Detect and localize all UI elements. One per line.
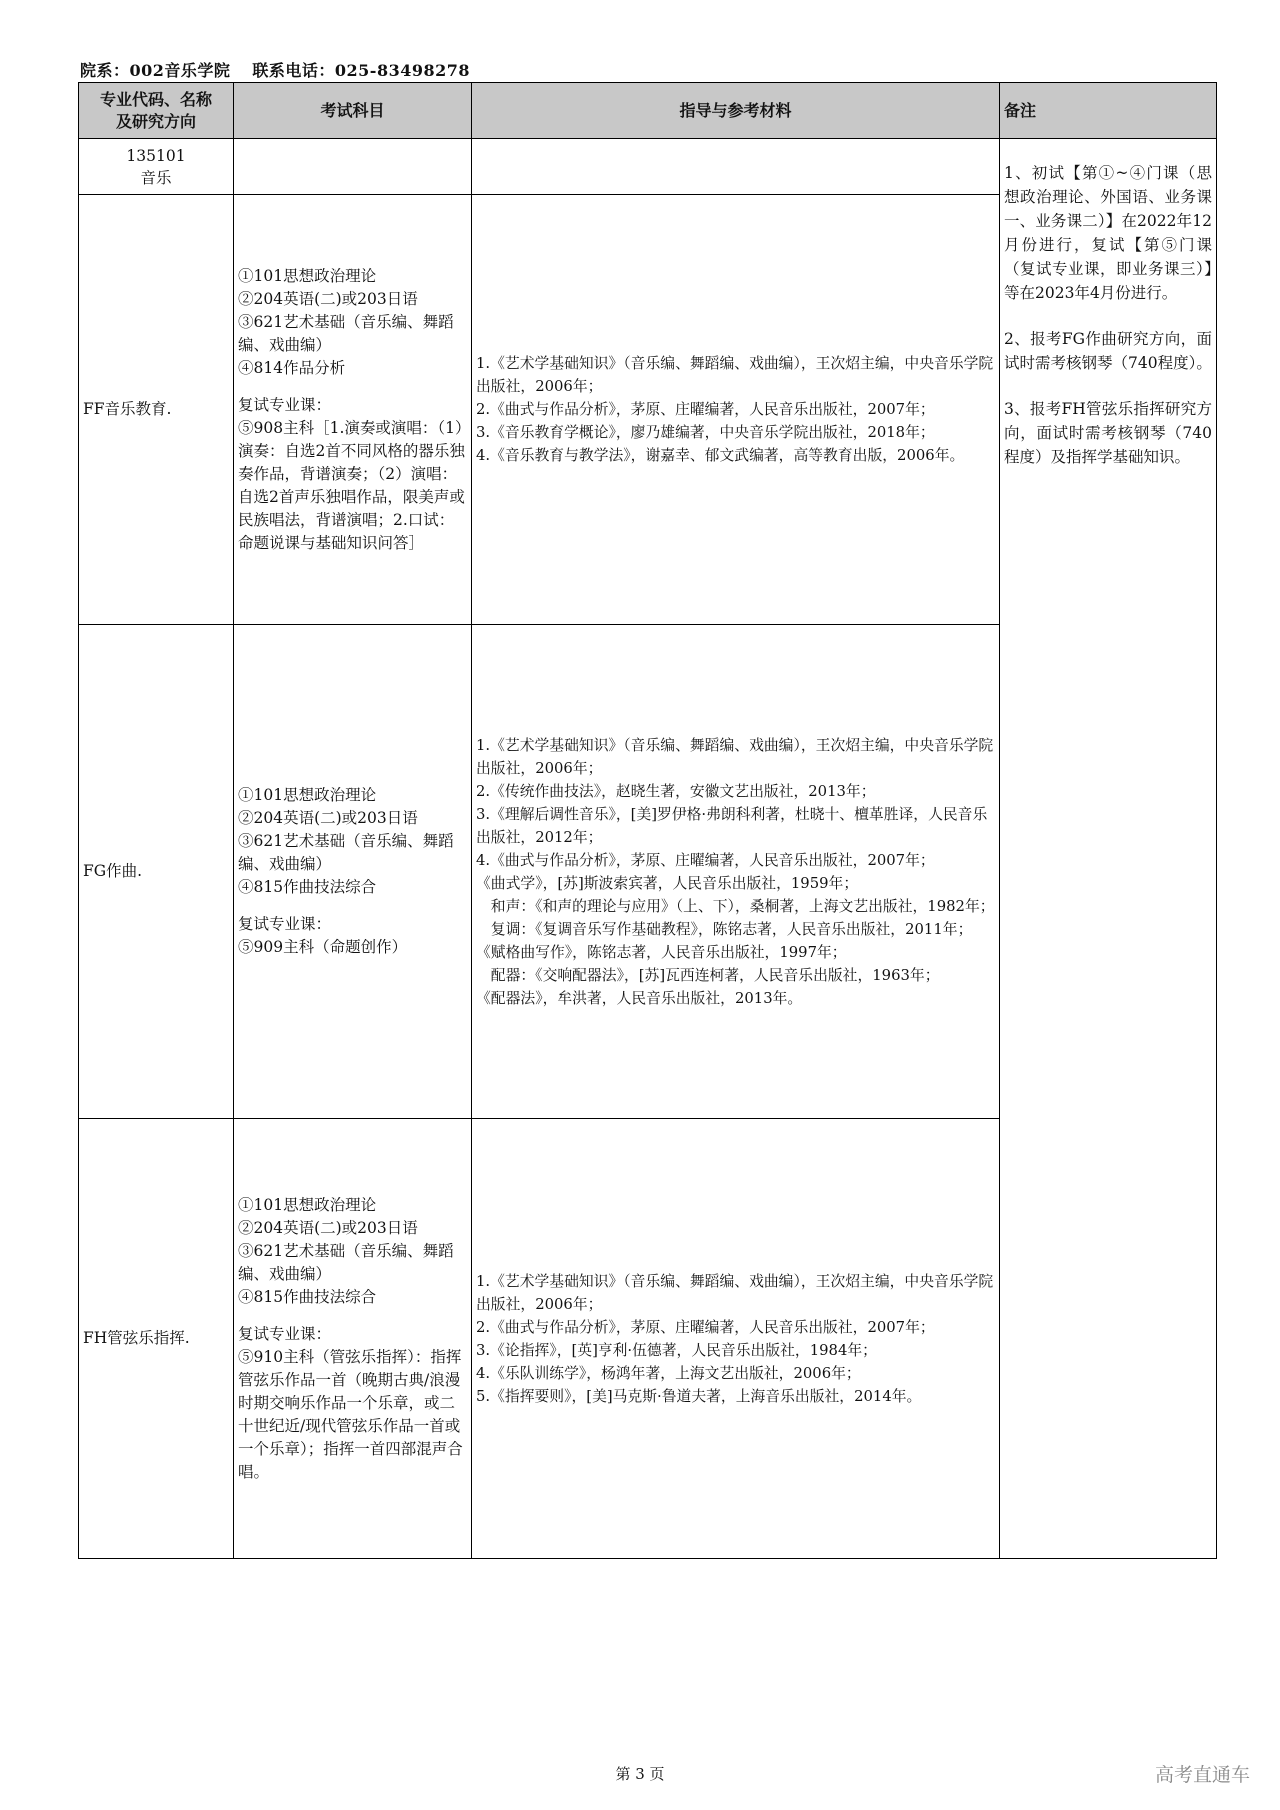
subject-line: ③621艺术基础（音乐编、舞蹈编、戏曲编）	[238, 312, 454, 354]
subject-spacer	[238, 1309, 467, 1323]
reference-line: 1.《艺术学基础知识》（音乐编、舞蹈编、戏曲编），王次炤主编，中央音乐学院出版社，2006年；	[476, 355, 994, 395]
subject-line: ②204英语(二)或203日语	[238, 809, 418, 827]
subjects-cell	[234, 195, 472, 625]
subject-line: ①101思想政治理论	[238, 786, 377, 804]
department-header	[80, 58, 470, 81]
reference-line: 1.《艺术学基础知识》（音乐编、舞蹈编、戏曲编），王次炤主编，中央音乐学院出版社，2006年；	[476, 1272, 994, 1313]
subject-line: ③621艺术基础（音乐编、舞蹈编、戏曲编）	[238, 832, 454, 873]
subject-line: ④815作曲技法综合	[238, 1287, 377, 1306]
notes-cell	[1000, 139, 1217, 1559]
subject-line: 复试专业课：	[238, 1324, 332, 1343]
column-header-major-line1: 专业代码、名称	[99, 89, 212, 109]
reference-line: 配器：《交响配器法》，[苏]瓦西连柯著，人民音乐出版社，1963年；	[476, 966, 940, 984]
subject-spacer	[238, 380, 467, 394]
reference-line: 3.《论指挥》，[英]亨利·伍德著，人民音乐出版社，1984年；	[476, 1341, 877, 1359]
reference-line: 5.《指挥要则》，[美]马克斯·鲁道夫著，上海音乐出版社，2014年。	[476, 1387, 922, 1405]
reference-line: 4.《曲式与作品分析》，茅原、庄曜编著，人民音乐出版社，2007年；	[476, 851, 935, 869]
references-cell	[472, 625, 1000, 1119]
column-header-subjects: 考试科目	[234, 83, 472, 139]
page-number: 第 3 页	[615, 1765, 665, 1783]
subjects-cell	[234, 625, 472, 1119]
department-name: 院系：002音乐学院	[80, 61, 231, 80]
subject-line: ④815作曲技法综合	[238, 878, 377, 896]
column-header-references: 指导与参考材料	[472, 83, 1000, 139]
major-code-cell	[79, 139, 234, 195]
reference-line: 1.《艺术学基础知识》（音乐编、舞蹈编、戏曲编），王次炤主编，中央音乐学院出版社，2006年；	[476, 736, 994, 777]
subject-line: ②204英语(二)或203日语	[238, 289, 418, 308]
subject-line: ⑤909主科（命题创作）	[238, 938, 408, 956]
exam-subjects-table	[78, 82, 1217, 1559]
subjects-cell	[234, 1119, 472, 1559]
subject-line: 复试专业课：	[238, 915, 332, 933]
subject-line: ⑤910主科（管弦乐指挥）：指挥管弦乐作品一首（晚期古典/浪漫时期交响乐作品一个乐章，或二十世纪近/现代管弦乐作品一首或一个乐章）；指挥一首四部混声合唱。	[238, 1347, 463, 1481]
major-subjects-cell	[234, 139, 472, 195]
subject-line: 复试专业课：	[238, 395, 332, 414]
reference-line: 《赋格曲写作》，陈铭志著，人民音乐出版社，1997年；	[476, 943, 847, 961]
column-header-major-line2: 及研究方向	[115, 111, 196, 131]
major-references-cell	[472, 139, 1000, 195]
watermark: 高考直通车	[1154, 1764, 1250, 1786]
direction-cell: FG作曲.	[79, 625, 234, 1119]
reference-line: 4.《音乐教育与教学法》，谢嘉幸、郁文武编著，高等教育出版，2006年。	[476, 447, 965, 464]
reference-line: 《配器法》，牟洪著，人民音乐出版社，2013年。	[476, 989, 803, 1007]
reference-line: 3.《音乐教育学概论》，廖乃雄编著，中央音乐学院出版社，2018年；	[476, 424, 935, 441]
major-code: 135101	[126, 146, 186, 165]
direction-cell: FH管弦乐指挥.	[79, 1119, 234, 1559]
note-2: 2、报考FG作曲研究方向，面试时需考核钢琴（740程度）。	[1004, 330, 1212, 372]
direction-cell: FF音乐教育.	[79, 195, 234, 625]
reference-line: 2.《曲式与作品分析》，茅原、庄曜编著，人民音乐出版社，2007年；	[476, 1318, 935, 1336]
reference-line: 2.《曲式与作品分析》，茅原、庄曜编著，人民音乐出版社，2007年；	[476, 401, 935, 418]
table-header-row	[79, 83, 1217, 139]
major-row	[79, 139, 1217, 195]
reference-line: 3.《理解后调性音乐》，[美]罗伊格·弗朗科利著，杜晓十、檀革胜译，人民音乐出版社，2012年；	[476, 805, 988, 846]
note-1: 1、初试【第①~④门课（思想政治理论、外国语、业务课一、业务课二）】在2022年12月份进行，复试【第⑤门课（复试专业课，即业务课三）】等在2023年4月份进行。	[1004, 164, 1212, 302]
subject-line: ③621艺术基础（音乐编、舞蹈编、戏曲编）	[238, 1241, 454, 1283]
references-cell	[472, 1119, 1000, 1559]
references-cell	[472, 195, 1000, 625]
reference-line: 4.《乐队训练学》，杨鸿年著，上海文艺出版社，2006年；	[476, 1364, 861, 1382]
subject-line: ①101思想政治理论	[238, 1195, 377, 1214]
note-3: 3、报考FH管弦乐指挥研究方向，面试时需考核钢琴（740程度）及指挥学基础知识。	[1004, 400, 1212, 466]
subject-line: ①101思想政治理论	[238, 266, 377, 285]
reference-line: 和声：《和声的理论与应用》（上、下），桑桐著，上海文艺出版社，1982年；	[476, 897, 995, 915]
major-name: 音乐	[140, 168, 172, 187]
subject-spacer	[238, 899, 467, 913]
reference-line: 2.《传统作曲技法》，赵晓生著，安徽文艺出版社，2013年；	[476, 782, 876, 800]
column-header-notes: 备注	[1000, 83, 1217, 139]
contact-phone: 联系电话：025-83498278	[252, 61, 471, 80]
subject-line: ④814作品分析	[238, 358, 346, 377]
subject-line: ②204英语(二)或203日语	[238, 1218, 418, 1237]
subject-line: ⑤908主科［1.演奏或演唱：（1）演奏：自选2首不同风格的器乐独奏作品，背谱演奏；（2）演唱：自选2首声乐独唱作品，限美声或民族唱法，背谱演唱；2.口试：命题说课与基础知识问答］	[238, 418, 465, 552]
column-header-major	[79, 83, 234, 139]
reference-line: 复调：《复调音乐写作基础教程》，陈铭志著，人民音乐出版社，2011年；	[476, 920, 973, 938]
reference-line: 《曲式学》，[苏]斯波索宾著，人民音乐出版社，1959年；	[476, 874, 859, 892]
